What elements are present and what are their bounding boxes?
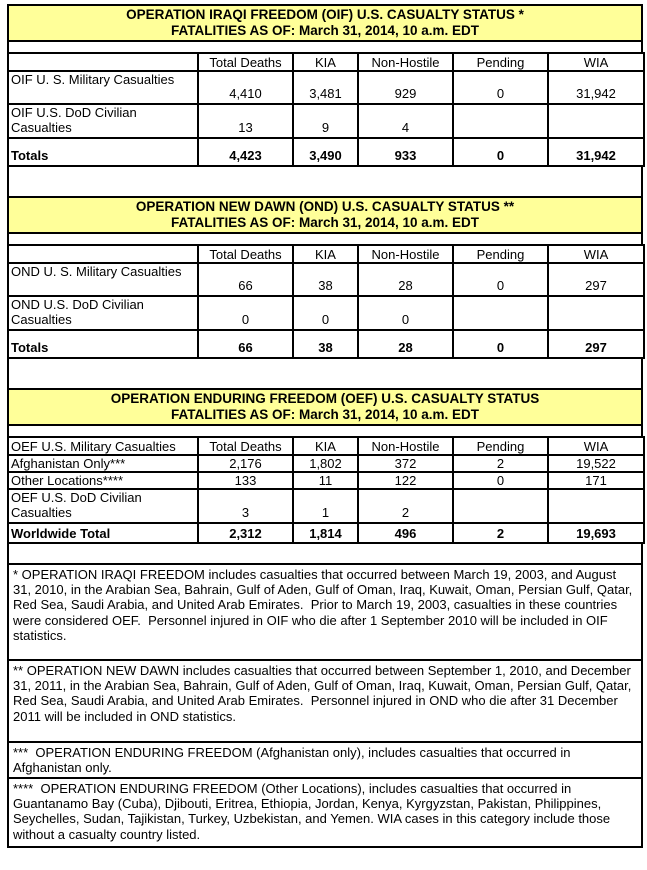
cell-pending: 0: [453, 71, 548, 104]
cell-wia: [548, 296, 644, 330]
cell-wia: 31,942: [548, 71, 644, 104]
row-label: Worldwide Total: [8, 523, 198, 543]
cell-pending: 0: [453, 138, 548, 166]
cell-kia: 1: [293, 489, 358, 523]
cell-wia: 19,522: [548, 455, 644, 472]
oef-worldwide-total-row: [8, 523, 644, 543]
row-label: Afghanistan Only***: [8, 455, 198, 472]
cell-non-hostile: 933: [358, 138, 453, 166]
ond-military-row: [8, 263, 644, 296]
cell-kia: 11: [293, 472, 358, 489]
footnote-text: ** OPERATION NEW DAWN includes casualties that occurred between September 1, 2010, and December 31, 2011, in the Arabian Sea, Bahrain, Gulf of Aden, Gulf of Oman, Iraq, Kuwait, Oman, Persian Gulf, Qatar, Red Sea, Saudi Arabia, and United Arab Emirates. Personnel injured in OND who die after 31 December 2011 will be included in OND statistics.: [13, 663, 635, 724]
cell-non-hostile: 372: [358, 455, 453, 472]
footnote-text: *** OPERATION ENDURING FREEDOM (Afghanistan only), includes casualties that occurred in Afghanistan only.: [13, 745, 574, 776]
column-header-total-deaths: Total Deaths: [198, 245, 293, 263]
cell-pending: 0: [453, 472, 548, 489]
cell-total-deaths: 2,312: [198, 523, 293, 543]
footnote-ond: [7, 659, 643, 743]
cell-kia: 0: [293, 296, 358, 330]
cell-wia: 19,693: [548, 523, 644, 543]
column-header-wia: WIA: [548, 53, 644, 71]
oif-civilian-row: [8, 104, 644, 138]
footnote-oef-afghanistan: [7, 741, 643, 779]
column-header-total-deaths: Total Deaths: [198, 53, 293, 71]
cell-wia: 297: [548, 330, 644, 358]
spacer-row: [7, 165, 643, 198]
oef-header-row: [8, 437, 644, 455]
ond-totals-row: [8, 330, 644, 358]
cell-kia: 1,802: [293, 455, 358, 472]
column-header-blank: [8, 53, 198, 71]
cell-non-hostile: 496: [358, 523, 453, 543]
row-label: Totals: [8, 138, 198, 166]
column-header-oef-military: OEF U.S. Military Casualties: [8, 437, 198, 455]
spacer-row: [7, 542, 643, 565]
cell-total-deaths: 66: [198, 263, 293, 296]
cell-kia: 38: [293, 330, 358, 358]
footnote-oef-other-locations: [7, 777, 643, 848]
cell-pending: 0: [453, 263, 548, 296]
cell-kia: 3,481: [293, 71, 358, 104]
oef-other-locations-row: [8, 472, 644, 489]
cell-non-hostile: 4: [358, 104, 453, 138]
cell-pending: [453, 104, 548, 138]
column-header-wia: WIA: [548, 245, 644, 263]
row-label: OIF U. S. Military Casualties: [8, 71, 198, 104]
row-label: OEF U.S. DoD Civilian Casualties: [8, 489, 198, 523]
ond-table: [7, 244, 645, 359]
column-header-pending: Pending: [453, 437, 548, 455]
cell-non-hostile: 929: [358, 71, 453, 104]
cell-pending: 2: [453, 455, 548, 472]
cell-wia: 297: [548, 263, 644, 296]
cell-non-hostile: 122: [358, 472, 453, 489]
column-header-wia: WIA: [548, 437, 644, 455]
cell-total-deaths: 0: [198, 296, 293, 330]
oif-header-row: [8, 53, 644, 71]
column-header-non-hostile: Non-Hostile: [358, 245, 453, 263]
cell-pending: 0: [453, 330, 548, 358]
cell-kia: 1,814: [293, 523, 358, 543]
oif-section-title: OPERATION IRAQI FREEDOM (OIF) U.S. CASUALTY STATUS *: [126, 7, 524, 22]
cell-total-deaths: 66: [198, 330, 293, 358]
column-header-kia: KIA: [293, 245, 358, 263]
cell-non-hostile: 2: [358, 489, 453, 523]
column-header-kia: KIA: [293, 53, 358, 71]
cell-total-deaths: 4,423: [198, 138, 293, 166]
oif-military-row: [8, 71, 644, 104]
ond-title-band: [7, 196, 643, 234]
footnote-text: * OPERATION IRAQI FREEDOM includes casualties that occurred between March 19, 2003, and August 31, 2010, in the Arabian Sea, Bahrain, Gulf of Aden, Gulf of Oman, Iraq, Kuwait, Oman, Persian Gulf, Qatar, Red Sea, Saudi Arabia, and United Arab Emirates. Prior to March 19, 2003, casualties in these countries were considered OEF. Personnel injured in OIF who die after 1 September 2010 will be included in OIF statistics.: [13, 567, 636, 643]
oif-title-band: [7, 4, 643, 42]
cell-pending: [453, 296, 548, 330]
ond-section-title: OPERATION NEW DAWN (OND) U.S. CASUALTY STATUS **: [135, 199, 515, 214]
oef-section-subtitle: FATALITIES AS OF: March 31, 2014, 10 a.m. EDT: [170, 407, 480, 422]
cell-kia: 9: [293, 104, 358, 138]
oef-title-band: [7, 388, 643, 426]
cell-pending: 2: [453, 523, 548, 543]
oif-table: [7, 52, 645, 167]
oef-civilian-row: [8, 489, 644, 523]
column-header-blank: [8, 245, 198, 263]
column-header-kia: KIA: [293, 437, 358, 455]
ond-civilian-row: [8, 296, 644, 330]
cell-non-hostile: 28: [358, 263, 453, 296]
row-label: OIF U.S. DoD Civilian Casualties: [8, 104, 198, 138]
oif-section-subtitle: FATALITIES AS OF: March 31, 2014, 10 a.m. EDT: [170, 23, 480, 38]
cell-wia: [548, 104, 644, 138]
cell-kia: 38: [293, 263, 358, 296]
cell-total-deaths: 3: [198, 489, 293, 523]
row-label: Other Locations****: [8, 472, 198, 489]
cell-wia: 31,942: [548, 138, 644, 166]
oef-section-title: OPERATION ENDURING FREEDOM (OEF) U.S. CASUALTY STATUS: [110, 391, 540, 406]
oef-afghanistan-row: [8, 455, 644, 472]
cell-total-deaths: 13: [198, 104, 293, 138]
cell-wia: [548, 489, 644, 523]
cell-wia: 171: [548, 472, 644, 489]
cell-kia: 3,490: [293, 138, 358, 166]
cell-pending: [453, 489, 548, 523]
cell-total-deaths: 2,176: [198, 455, 293, 472]
column-header-pending: Pending: [453, 53, 548, 71]
ond-section-subtitle: FATALITIES AS OF: March 31, 2014, 10 a.m. EDT: [170, 215, 480, 230]
footnote-oif: [7, 563, 643, 661]
footnote-text: **** OPERATION ENDURING FREEDOM (Other Locations), includes casualties that occurred in Guantanamo Bay (Cuba), Djibouti, Eritrea, Ethiopia, Jordan, Kenya, Kyrgyzstan, Pakistan, Philippines, Seychelles, Sudan, Tajikistan, Turkey, Uzbekistan, and Yemen. WIA cases in this category include those without a casualty country listed.: [13, 781, 614, 842]
column-header-pending: Pending: [453, 245, 548, 263]
column-header-non-hostile: Non-Hostile: [358, 53, 453, 71]
oef-table: [7, 436, 645, 544]
cell-total-deaths: 133: [198, 472, 293, 489]
row-label: Totals: [8, 330, 198, 358]
column-header-total-deaths: Total Deaths: [198, 437, 293, 455]
column-header-non-hostile: Non-Hostile: [358, 437, 453, 455]
oif-totals-row: [8, 138, 644, 166]
cell-total-deaths: 4,410: [198, 71, 293, 104]
cell-non-hostile: 0: [358, 296, 453, 330]
cell-non-hostile: 28: [358, 330, 453, 358]
spacer-row: [7, 357, 643, 390]
row-label: OND U. S. Military Casualties: [8, 263, 198, 296]
row-label: OND U.S. DoD Civilian Casualties: [8, 296, 198, 330]
ond-header-row: [8, 245, 644, 263]
